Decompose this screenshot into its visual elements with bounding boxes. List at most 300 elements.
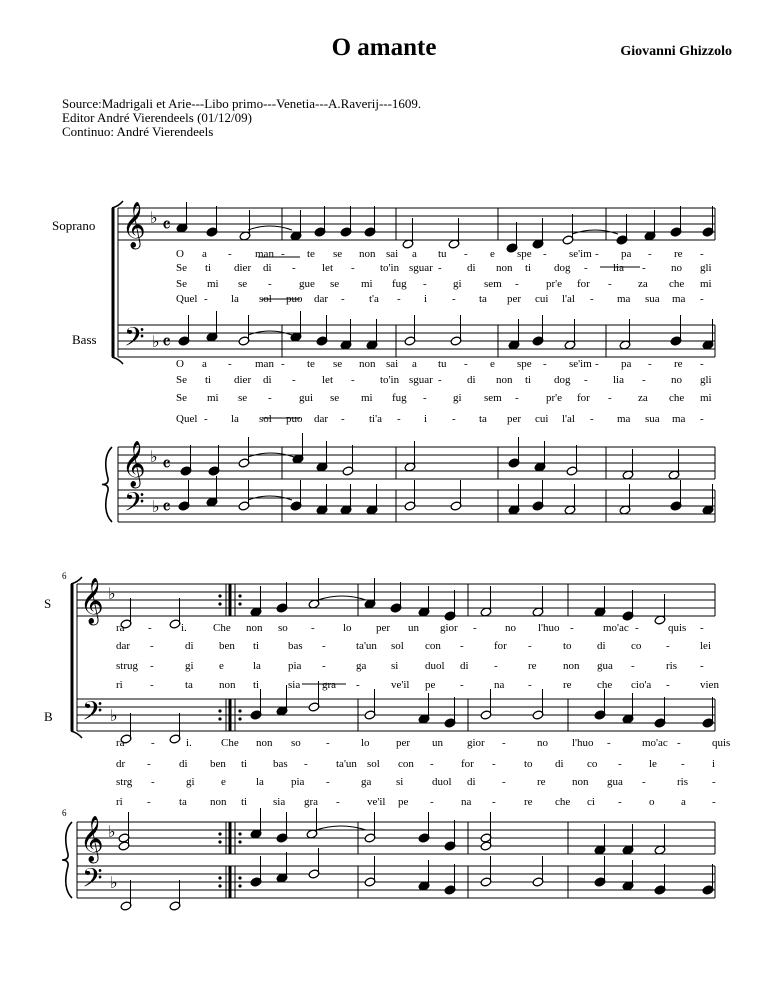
lyric-syllable: re: [537, 776, 546, 788]
lyric-syllable: -: [147, 796, 151, 808]
lyric-syllable: di: [263, 262, 272, 274]
lyric-syllable: a: [202, 248, 207, 260]
lyric-syllable: ta: [179, 796, 187, 808]
treble-clef: 𝄞: [80, 816, 104, 862]
lyric-syllable: -: [473, 622, 477, 634]
lyric-syllable: di: [597, 640, 606, 652]
lyric-syllable: ben: [219, 640, 235, 652]
flat-sign: ♭: [150, 208, 158, 227]
lyric-syllable: si: [396, 776, 404, 788]
bracket: [112, 357, 123, 364]
lyric-syllable: ti: [253, 640, 260, 652]
lyric-syllable: pa: [621, 358, 632, 370]
lyric-syllable: -: [430, 796, 434, 808]
lyric-syllable: gior: [440, 622, 458, 634]
lyric-syllable: sai: [386, 248, 399, 260]
repeat-dot: [218, 832, 221, 835]
lyric-syllable: a: [412, 248, 417, 260]
lyric-syllable: ma: [617, 293, 631, 305]
soprano-label: Soprano: [52, 218, 96, 233]
source-line: Source:Madrigali et Arie---Libo primo---Venetia---A.Raverij---1609.: [62, 96, 422, 111]
lyric-syllable: la: [231, 413, 239, 425]
lyric-syllable: -: [341, 293, 345, 305]
lyric-syllable: -: [452, 413, 456, 425]
lyric-syllable: za: [638, 392, 648, 404]
repeat-dot: [218, 876, 221, 879]
lyric-syllable: non: [572, 776, 589, 788]
lyric-syllable: per: [396, 737, 411, 749]
lyric-syllable: gi: [453, 278, 462, 290]
lyric-syllable: pia: [291, 776, 305, 788]
lyric-syllable: te: [307, 248, 315, 260]
lyric-syllable: ti: [241, 758, 248, 770]
lyric-syllable: -: [666, 679, 670, 691]
repeat-dot: [238, 602, 241, 605]
lyric-syllable: dier: [234, 262, 252, 274]
repeat-dot: [238, 876, 241, 879]
lyric-syllable: dr: [116, 758, 126, 770]
lyric-syllable: non: [359, 248, 376, 260]
lyric-syllable: di: [555, 758, 564, 770]
lyric-syllable: so: [291, 737, 301, 749]
lyric-syllable: per: [507, 293, 522, 305]
lyric-syllable: -: [681, 758, 685, 770]
lyric-syllable: to'in: [380, 262, 400, 274]
lyric-syllable: -: [608, 278, 612, 290]
lyric-syllable: quis: [668, 622, 687, 634]
lyric-syllable: -: [151, 776, 155, 788]
lyric-syllable: che: [669, 278, 685, 290]
lyric-syllable: cui: [535, 293, 549, 305]
lyric-syllable: no: [505, 622, 516, 634]
lyric-syllable: Se: [176, 278, 187, 290]
lyric-syllable: ti'a: [369, 413, 382, 425]
lyric-syllable: spe: [517, 358, 532, 370]
lyric-syllable: -: [492, 758, 496, 770]
lyric-syllable: ma: [672, 413, 686, 425]
lyric-syllable: sem: [484, 392, 502, 404]
lyric-syllable: -: [515, 278, 519, 290]
lyric-syllable: gior: [467, 737, 485, 749]
lyric-syllable: che: [597, 679, 613, 691]
editor-line: Editor André Vierendeels (01/12/09): [62, 110, 252, 125]
lyric-syllable: to: [524, 758, 533, 770]
lyric-syllable: dar: [116, 640, 131, 652]
lyric-syllable: -: [570, 622, 574, 634]
continuo-line: Continuo: André Vierendeels: [62, 124, 214, 139]
lyric-syllable: sem: [484, 278, 502, 290]
bass-label-short: B: [44, 709, 53, 724]
lyric-syllable: re: [674, 358, 683, 370]
lyric-syllable: -: [150, 679, 154, 691]
lyric-syllable: -: [292, 262, 296, 274]
lyric-syllable: ta: [479, 413, 487, 425]
lyric-syllable: puo: [286, 413, 303, 425]
lyric-syllable: -: [464, 358, 468, 370]
lyric-syllable: -: [351, 374, 355, 386]
repeat-dot: [218, 840, 221, 843]
lyric-syllable: -: [292, 374, 296, 386]
lyric-syllable: le: [649, 758, 657, 770]
lyric-syllable: -: [204, 413, 208, 425]
lyric-syllable: te: [307, 358, 315, 370]
common-time: 𝄴: [162, 495, 171, 519]
lyric-syllable: l'huo: [538, 622, 560, 634]
lyric-syllable: -: [460, 640, 464, 652]
lyric-syllable: to: [563, 640, 572, 652]
lyric-syllable: -: [607, 737, 611, 749]
lyric-syllable: gua: [607, 776, 623, 788]
lyric-syllable: gi: [453, 392, 462, 404]
lyric-syllable: man: [255, 358, 274, 370]
lyric-syllable: la: [253, 660, 261, 672]
repeat-dot: [238, 832, 241, 835]
lyric-syllable: lo: [343, 622, 352, 634]
lyric-syllable: -: [595, 358, 599, 370]
lyric-syllable: -: [268, 392, 272, 404]
lyric-syllable: man: [255, 248, 274, 260]
lyric-syllable: un: [432, 737, 443, 749]
lyric-syllable: -: [700, 413, 704, 425]
lyric-syllable: -: [515, 392, 519, 404]
lyric-syllable: i.: [186, 737, 192, 749]
lyric-syllable: -: [502, 737, 506, 749]
lyric-syllable: ta: [185, 679, 193, 691]
lyric-syllable: Se: [176, 374, 187, 386]
lyric-syllable: mi: [700, 392, 712, 404]
common-time: 𝄴: [162, 213, 171, 237]
lyric-syllable: -: [281, 248, 285, 260]
lyric-syllable: a: [681, 796, 686, 808]
lyric-syllable: gui: [299, 392, 314, 404]
lyric-syllable: -: [341, 413, 345, 425]
lyric-syllable: ti: [253, 679, 260, 691]
lyric-syllable: di: [467, 776, 476, 788]
tie: [318, 596, 366, 600]
lyric-syllable: re: [524, 796, 533, 808]
lyric-syllable: spe: [517, 248, 532, 260]
lyric-syllable: non: [563, 660, 580, 672]
lyric-syllable: -: [590, 293, 594, 305]
lyric-syllable: ci: [587, 796, 595, 808]
lyric-syllable: lo: [361, 737, 370, 749]
lyric-syllable: -: [666, 640, 670, 652]
lyric-syllable: -: [351, 262, 355, 274]
tie: [248, 226, 292, 230]
lyric-syllable: -: [642, 262, 646, 274]
lyric-syllable: di: [467, 262, 476, 274]
lyric-syllable: -: [304, 758, 308, 770]
lyric-syllable: no: [671, 374, 682, 386]
lyric-syllable: mo'ac: [603, 622, 629, 634]
lyric-syllable: dar: [314, 293, 329, 305]
lyric-syllable: che: [555, 796, 571, 808]
soprano-label-short: S: [44, 596, 52, 611]
lyric-syllable: -: [712, 776, 716, 788]
lyric-syllable: sai: [386, 358, 399, 370]
lyric-syllable: e: [219, 660, 224, 672]
lyric-syllable: -: [326, 737, 330, 749]
lyric-syllable: bas: [288, 640, 303, 652]
measure-number: 6: [62, 571, 67, 581]
lyric-syllable: for: [461, 758, 474, 770]
lyric-syllable: re: [674, 248, 683, 260]
lyric-syllable: -: [326, 776, 330, 788]
lyric-syllable: ris: [677, 776, 688, 788]
lyric-syllable: sguar: [409, 374, 433, 386]
lyric-syllable: pia: [288, 660, 302, 672]
lyric-syllable: -: [642, 374, 646, 386]
lyric-syllable: ma: [672, 293, 686, 305]
lyric-syllable: -: [712, 796, 716, 808]
lyric-syllable: dog: [554, 262, 571, 274]
lyric-syllable: za: [638, 278, 648, 290]
bass-clef: 𝄢: [124, 486, 145, 524]
lyric-syllable: quis: [712, 737, 731, 749]
lyric-syllable: no: [537, 737, 548, 749]
lyric-syllable: -: [494, 660, 498, 672]
lyric-syllable: dar: [314, 413, 329, 425]
lyric-syllable: re: [563, 679, 572, 691]
lyric-syllable: ti: [205, 374, 212, 386]
lyric-syllable: Che: [221, 737, 239, 749]
lyric-syllable: e: [490, 248, 495, 260]
lyric-syllable: na: [494, 679, 505, 691]
lyric-syllable: cio'a: [631, 679, 652, 691]
lyric-syllable: -: [700, 248, 704, 260]
lyric-syllable: mi: [700, 278, 712, 290]
lyric-syllable: sol: [367, 758, 380, 770]
lyric-syllable: mo'ac: [642, 737, 668, 749]
lyric-syllable: ti: [525, 374, 532, 386]
lyric-syllable: dier: [234, 374, 252, 386]
lyric-syllable: -: [492, 796, 496, 808]
lyric-syllable: co: [587, 758, 598, 770]
lyric-syllable: -: [590, 413, 594, 425]
bracket: [71, 731, 82, 738]
lyric-syllable: -: [595, 248, 599, 260]
lyric-syllable: co: [631, 640, 642, 652]
lyric-syllable: sol: [259, 293, 272, 305]
lyric-syllable: sol: [391, 640, 404, 652]
lyric-syllable: ta: [479, 293, 487, 305]
lyric-syllable: -: [618, 796, 622, 808]
lyric-syllable: mi: [361, 392, 373, 404]
lyric-syllable: non: [246, 622, 263, 634]
lyric-syllable: i: [424, 293, 428, 305]
lyric-syllable: pr'e: [546, 392, 563, 404]
lyric-syllable: ri: [116, 679, 123, 691]
lyric-syllable: mi: [361, 278, 373, 290]
lyric-syllable: per: [376, 622, 391, 634]
lyric-syllable: non: [256, 737, 273, 749]
lyric-syllable: -: [281, 358, 285, 370]
lyric-syllable: ra: [116, 622, 125, 634]
lyric-syllable: se: [333, 358, 343, 370]
lyric-syllable: l'al: [562, 293, 575, 305]
lyric-syllable: gua: [597, 660, 613, 672]
lyric-syllable: ris: [666, 660, 677, 672]
lyric-syllable: con: [425, 640, 441, 652]
lyric-syllable: let: [322, 262, 333, 274]
brace: [62, 822, 72, 898]
lyric-syllable: se: [330, 278, 340, 290]
lyric-syllable: strg: [116, 776, 133, 788]
lyric-syllable: gue: [299, 278, 315, 290]
lyric-syllable: a: [412, 358, 417, 370]
repeat-dot: [238, 840, 241, 843]
lyric-syllable: duol: [432, 776, 452, 788]
repeat-dot: [238, 709, 241, 712]
repeat-dot: [238, 884, 241, 887]
lyric-syllable: tu: [438, 358, 447, 370]
lyric-syllable: ga: [356, 660, 367, 672]
lyric-syllable: t'a: [369, 293, 379, 305]
lyric-syllable: gi: [186, 776, 195, 788]
common-time: 𝄴: [162, 330, 171, 354]
lyric-syllable: lia: [613, 262, 624, 274]
lyric-syllable: -: [635, 622, 639, 634]
lyric-syllable: vien: [700, 679, 719, 691]
lyric-syllable: -: [322, 640, 326, 652]
lyric-syllable: cui: [535, 413, 549, 425]
lyric-syllable: se'im: [569, 358, 592, 370]
lyric-syllable: -: [618, 758, 622, 770]
lyric-syllable: -: [631, 660, 635, 672]
lyric-syllable: -: [543, 248, 547, 260]
lyric-syllable: i: [712, 758, 716, 770]
lyric-syllable: sua: [645, 293, 660, 305]
lyric-syllable: ve'il: [391, 679, 410, 691]
lyric-syllable: duol: [425, 660, 445, 672]
repeat-dot: [238, 717, 241, 720]
lyric-syllable: e: [221, 776, 226, 788]
lyric-syllable: con: [398, 758, 414, 770]
lyric-syllable: di: [185, 640, 194, 652]
bass-clef: 𝄢: [82, 695, 103, 733]
lyric-syllable: -: [423, 278, 427, 290]
lyric-syllable: -: [464, 248, 468, 260]
lyric-syllable: ra: [116, 737, 125, 749]
repeat-dot: [218, 884, 221, 887]
lyric-syllable: -: [677, 737, 681, 749]
lyric-syllable: i.: [181, 622, 187, 634]
flat-sign: ♭: [110, 873, 118, 892]
lyric-syllable: -: [700, 358, 704, 370]
lyric-syllable: re: [528, 660, 537, 672]
lyric-syllable: gli: [700, 262, 712, 274]
lyric-syllable: pa: [621, 248, 632, 260]
lyric-syllable: Se: [176, 392, 187, 404]
lyric-syllable: lei: [700, 640, 711, 652]
lyric-syllable: sua: [645, 413, 660, 425]
lyric-syllable: non: [359, 358, 376, 370]
lyric-syllable: se'im: [569, 248, 592, 260]
lyric-syllable: -: [147, 758, 151, 770]
lyric-syllable: non: [496, 262, 513, 274]
lyric-syllable: -: [608, 392, 612, 404]
lyric-syllable: for: [494, 640, 507, 652]
lyric-syllable: Se: [176, 262, 187, 274]
treble-clef: 𝄞: [122, 202, 146, 248]
lyric-syllable: -: [228, 358, 232, 370]
lyric-syllable: se: [238, 278, 248, 290]
lyric-syllable: O: [176, 358, 184, 370]
lyric-syllable: -: [430, 758, 434, 770]
lyric-syllable: no: [671, 262, 682, 274]
lyric-syllable: gli: [700, 374, 712, 386]
lyric-syllable: Quel: [176, 413, 198, 425]
lyric-syllable: -: [700, 622, 704, 634]
repeat-dot: [218, 594, 221, 597]
lyric-syllable: ve'il: [367, 796, 386, 808]
lyric-syllable: l'huo: [572, 737, 594, 749]
lyric-syllable: un: [408, 622, 419, 634]
lyric-syllable: la: [256, 776, 264, 788]
lyric-syllable: l'al: [562, 413, 575, 425]
flat-sign: ♭: [152, 497, 160, 516]
lyric-syllable: Che: [213, 622, 231, 634]
lyric-syllable: fug: [392, 278, 407, 290]
lyric-syllable: -: [268, 278, 272, 290]
lyric-syllable: -: [460, 679, 464, 691]
lyric-syllable: -: [148, 622, 152, 634]
lyric-syllable: tu: [438, 248, 447, 260]
continuo-measure-number: 6: [62, 808, 67, 818]
lyric-syllable: ta'un: [336, 758, 357, 770]
composer-name: Giovanni Ghizzolo: [620, 44, 732, 59]
lyric-syllable: -: [397, 293, 401, 305]
flat-sign: ♭: [108, 584, 116, 603]
lyric-syllable: Quel: [176, 293, 198, 305]
common-time: 𝄴: [162, 452, 171, 476]
lyric-syllable: -: [204, 293, 208, 305]
lyric-syllable: -: [584, 374, 588, 386]
lyric-syllable: sia: [288, 679, 301, 691]
lyric-syllable: la: [231, 293, 239, 305]
lyric-syllable: non: [219, 679, 236, 691]
lyric-syllable: puo: [286, 293, 303, 305]
lyric-syllable: dog: [554, 374, 571, 386]
lyric-syllable: sol: [259, 413, 272, 425]
lyric-syllable: di: [460, 660, 469, 672]
lyric-syllable: pe: [398, 796, 409, 808]
brace: [102, 447, 112, 522]
flat-sign: ♭: [152, 332, 160, 351]
lyric-syllable: for: [577, 392, 590, 404]
lyric-syllable: a: [202, 358, 207, 370]
repeat-dot: [218, 709, 221, 712]
lyric-syllable: -: [584, 262, 588, 274]
lyric-syllable: -: [648, 248, 652, 260]
lyric-syllable: di: [263, 374, 272, 386]
lyric-syllable: -: [322, 660, 326, 672]
lyric-syllable: -: [150, 640, 154, 652]
lyric-syllable: -: [452, 293, 456, 305]
lyric-syllable: -: [438, 374, 442, 386]
lyric-syllable: mi: [207, 278, 219, 290]
lyric-syllable: ti: [525, 262, 532, 274]
lyric-syllable: fug: [392, 392, 407, 404]
bass-clef: 𝄢: [82, 862, 103, 900]
lyric-syllable: -: [150, 660, 154, 672]
lyric-syllable: se: [330, 392, 340, 404]
lyric-syllable: di: [179, 758, 188, 770]
lyric-syllable: ti: [205, 262, 212, 274]
lyric-syllable: di: [467, 374, 476, 386]
lyric-syllable: O: [176, 248, 184, 260]
lyric-syllable: se: [238, 392, 248, 404]
